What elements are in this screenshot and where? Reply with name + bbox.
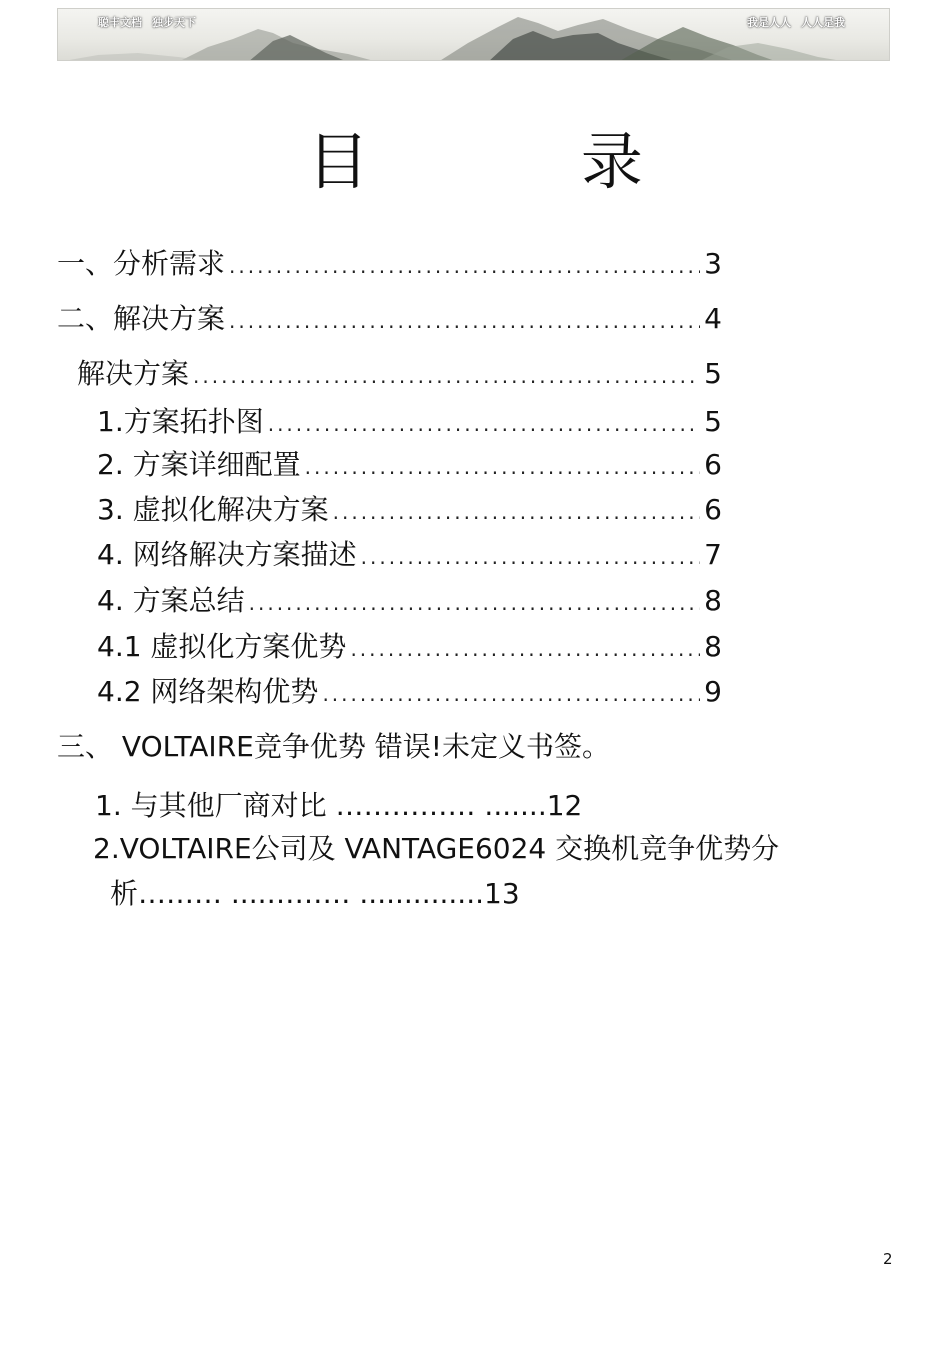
toc-entry-label: 4. 方案总结	[97, 584, 245, 617]
toc-entry-label: 一、分析需求	[57, 247, 226, 280]
toc-leader-dots	[305, 450, 701, 484]
toc-leader-dots	[268, 407, 700, 441]
toc-leader-dots	[193, 359, 700, 393]
toc-entry[interactable]	[97, 675, 722, 711]
toc-entry-label: 解决方案	[77, 357, 190, 390]
toc-leader-dots	[361, 540, 701, 574]
toc-entry-label: 4.1 虚拟化方案优势	[97, 630, 347, 663]
toc-entry[interactable]	[97, 493, 722, 529]
toc-entry-page: 7	[704, 538, 722, 571]
toc-leader-dots	[322, 677, 700, 711]
banner-text-1: 聪丰文档	[98, 16, 142, 29]
toc-leader-dots	[229, 304, 700, 338]
banner-text-2: 独步天下	[152, 16, 196, 29]
toc-entry-page: 8	[704, 584, 722, 617]
toc-entry-page: 9	[704, 675, 722, 708]
toc-entry[interactable]	[57, 302, 722, 338]
toc-entry[interactable]	[97, 538, 722, 574]
toc-entry-page: 6	[704, 448, 722, 481]
toc-leader-dots	[333, 495, 701, 529]
toc-entry-label: 3. 虚拟化解决方案	[97, 493, 329, 526]
toc-entry-section-3[interactable]: 三、 VOLTAIRE竞争优势 错误!未定义书签。	[57, 730, 610, 763]
toc-entry-sub-1[interactable]: 1. 与其他厂商对比 …………… .......12	[95, 789, 583, 822]
toc-entry-label: 1.方案拓扑图	[97, 405, 264, 438]
toc-entry-label: 二、解决方案	[57, 302, 226, 335]
toc-entry-page: 3	[704, 247, 722, 280]
toc-entry[interactable]	[97, 630, 722, 666]
toc-entry[interactable]	[97, 448, 722, 484]
toc-entry[interactable]	[57, 247, 722, 283]
toc-entry-label: 4. 网络解决方案描述	[97, 538, 357, 571]
toc-entry-page: 8	[704, 630, 722, 663]
toc-entry-label: 4.2 网络架构优势	[97, 675, 319, 708]
toc-leader-dots	[249, 586, 701, 620]
toc-entry[interactable]	[77, 357, 722, 393]
toc-entry[interactable]	[97, 584, 722, 620]
toc-entry-sub-2[interactable]: 2.VOLTAIRE公司及 VANTAGE6024 交换机竞争优势分	[93, 832, 780, 865]
toc-leader-dots	[350, 632, 700, 666]
toc-entry-page: 6	[704, 493, 722, 526]
toc-title: 目 录	[307, 125, 739, 198]
banner-right-text	[737, 14, 845, 30]
toc-entry-label: 2. 方案详细配置	[97, 448, 301, 481]
toc-entry[interactable]	[97, 405, 722, 441]
banner-text-4: 人人是我	[801, 16, 845, 29]
banner-text-3: 我是人人	[747, 16, 791, 29]
toc-entry-sub-2-continued[interactable]: 析……… ....……… ..............13	[110, 877, 520, 910]
toc-entry-page: 4	[704, 302, 722, 335]
toc-entry-page: 5	[704, 357, 722, 390]
toc-entry-page: 5	[704, 405, 722, 438]
toc-leader-dots	[229, 249, 700, 283]
banner-left-text	[98, 14, 206, 30]
page-number: 2	[883, 1250, 893, 1268]
header-banner	[57, 8, 890, 61]
